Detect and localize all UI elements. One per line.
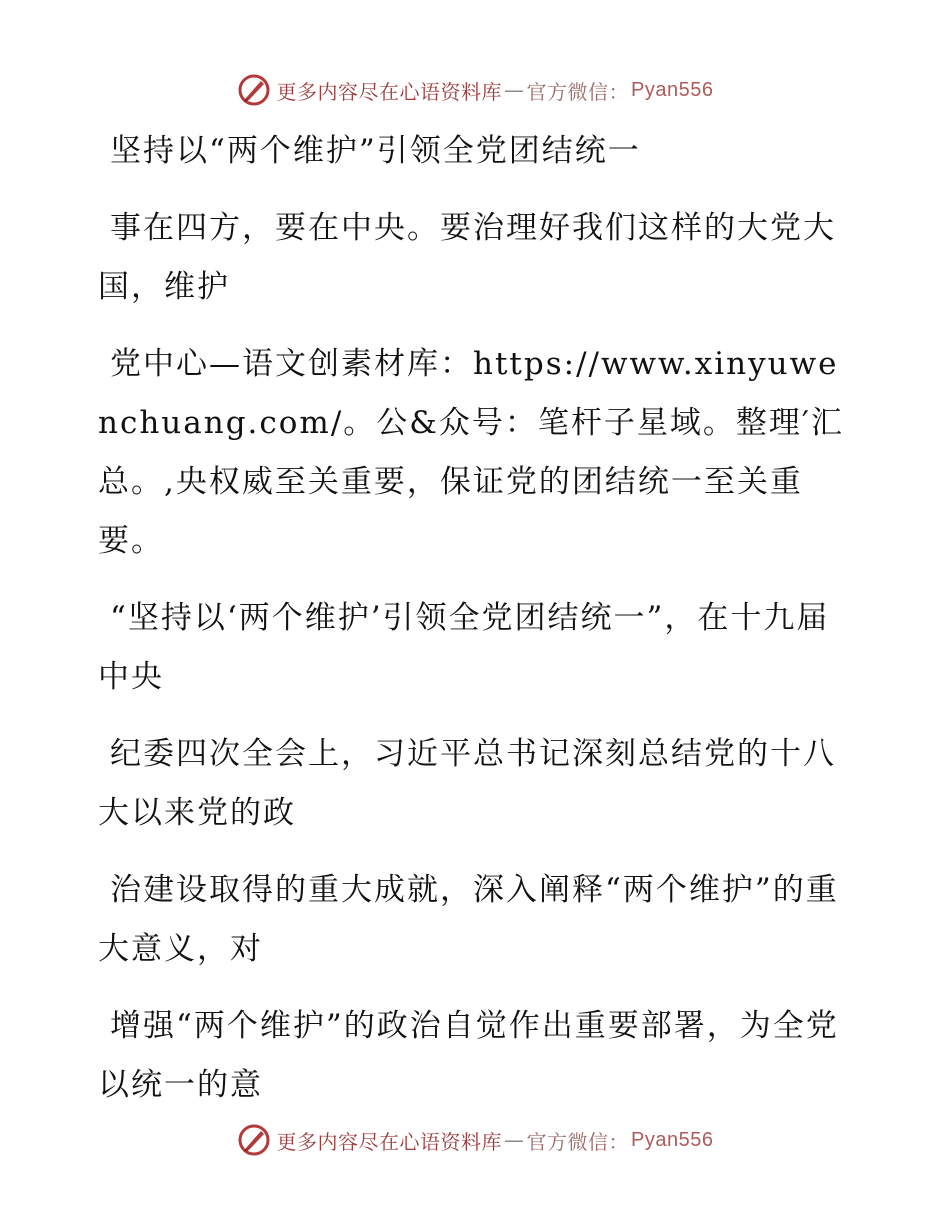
quill-pen-logo-icon (237, 1123, 271, 1157)
banner-wechat-id: Pyan556 (631, 1128, 714, 1151)
quill-pen-logo-icon (237, 73, 271, 107)
paragraph: 治建设取得的重大成就，深入阐释“两个维护”的重大意义，对 (98, 872, 839, 967)
banner-site-text: 更多内容尽在心语资料库 (276, 79, 503, 104)
paragraph: 党中心—语文创素材库：https://www.xinyuwenchuang.com/。公&众号：笔杆子星域。整理′汇总。,央权威至关重要，保证党的团结统一至关重要。 (98, 346, 844, 559)
banner-separator: — (504, 78, 525, 102)
banner-wechat-id: Pyan556 (631, 78, 714, 101)
banner-site-text: 更多内容尽在心语资料库 (276, 1129, 503, 1154)
paragraph: “坚持以‘两个维护’引领全党团结统一”，在十九届中央 (98, 600, 830, 695)
paragraph: 事在四方，要在中央。要治理好我们这样的大党大国，维护 (98, 210, 836, 305)
header-watermark-banner (0, 70, 950, 110)
paragraph: 增强“两个维护”的政治自觉作出重要部署，为全党以统一的意 (98, 1008, 839, 1103)
banner-contact-label: 官方微信： (526, 1129, 630, 1154)
banner-contact-label: 官方微信： (526, 79, 630, 104)
paragraph: 纪委四次全会上，习近平总书记深刻总结党的十八大以来党的政 (98, 736, 836, 831)
footer-watermark-banner (0, 1120, 950, 1160)
document-body (98, 122, 858, 1133)
banner-separator: — (504, 1128, 525, 1152)
document-title: 坚持以“两个维护”引领全党团结统一 (110, 133, 641, 169)
